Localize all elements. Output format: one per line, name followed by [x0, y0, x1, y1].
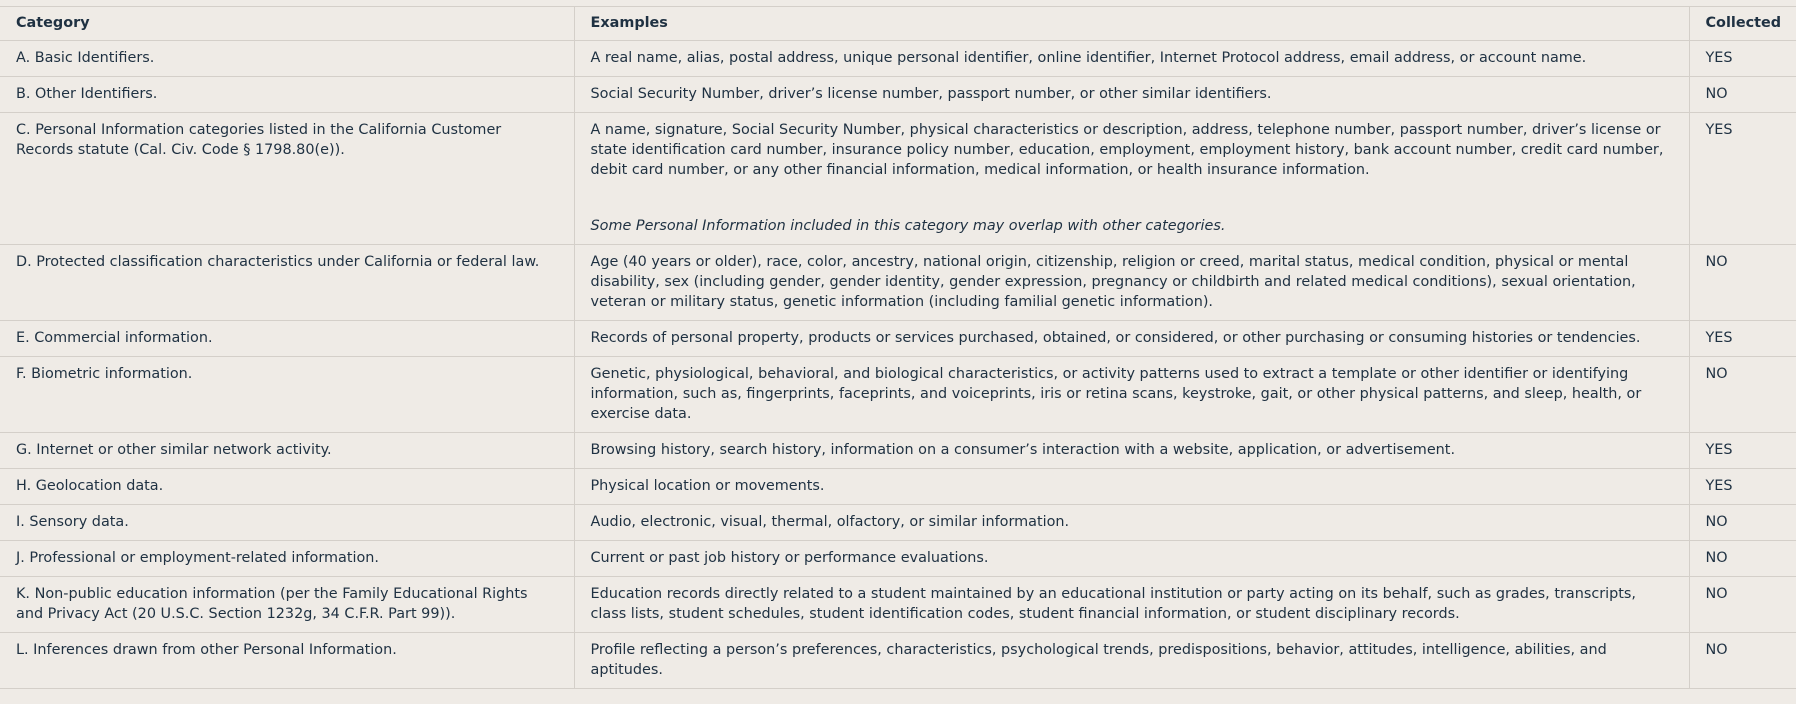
- table-header: [0, 7, 1796, 41]
- collected-cell: NO: [1689, 541, 1796, 577]
- collected-cell: NO: [1689, 577, 1796, 633]
- collected-cell: NO: [1689, 505, 1796, 541]
- category-cell: G. Internet or other similar network activity.: [0, 433, 574, 469]
- category-cell: K. Non-public education information (per the Family Educational Rights and Privacy Act (20 U.S.C. Section 1232g, 34 C.F.R. Part 99)).: [0, 577, 574, 633]
- table-row: [0, 577, 1796, 633]
- collected-cell: NO: [1689, 633, 1796, 689]
- examples-cell: Current or past job history or performance evaluations.: [574, 541, 1689, 577]
- category-cell: B. Other Identifiers.: [0, 77, 574, 113]
- category-cell: J. Professional or employment-related information.: [0, 541, 574, 577]
- collected-cell: NO: [1689, 77, 1796, 113]
- category-cell: F. Biometric information.: [0, 357, 574, 433]
- category-cell: L. Inferences drawn from other Personal Information.: [0, 633, 574, 689]
- collected-cell: YES: [1689, 469, 1796, 505]
- collected-cell: NO: [1689, 245, 1796, 321]
- category-cell: C. Personal Information categories listed in the California Customer Records statute (Cal. Civ. Code § 1798.80(e)).: [0, 113, 574, 245]
- table-row: [0, 321, 1796, 357]
- examples-text: A name, signature, Social Security Number, physical characteristics or description, address, telephone number, passport number, driver’s license or state identification card number, insurance policy number, education, employment, employment history, bank account number, credit card number, debit card number, or any other financial information, medical information, or health insurance information.: [590, 122, 1664, 178]
- table-row: [0, 245, 1796, 321]
- table-row: [0, 633, 1796, 689]
- collected-cell: YES: [1689, 41, 1796, 77]
- collected-cell: YES: [1689, 433, 1796, 469]
- category-cell: D. Protected classification characteristics under California or federal law.: [0, 245, 574, 321]
- category-cell: A. Basic Identifiers.: [0, 41, 574, 77]
- table-body: [0, 41, 1796, 689]
- collected-cell: NO: [1689, 357, 1796, 433]
- examples-cell: Audio, electronic, visual, thermal, olfactory, or similar information.: [574, 505, 1689, 541]
- table-row: [0, 357, 1796, 433]
- table-row: [0, 541, 1796, 577]
- personal-information-table: [0, 6, 1796, 689]
- examples-cell: Education records directly related to a student maintained by an educational institution or party acting on its behalf, such as grades, transcripts, class lists, student schedules, student identification codes, student financial information, or student disciplinary records.: [574, 577, 1689, 633]
- collected-cell: YES: [1689, 113, 1796, 245]
- overlap-note: Some Personal Information included in this category may overlap with other categories.: [590, 218, 1226, 234]
- examples-cell: Age (40 years or older), race, color, ancestry, national origin, citizenship, religion or creed, marital status, medical condition, physical or mental disability, sex (including gender, gender identity, gender expression, pregnancy or childbirth and related medical conditions), sexual orientation, veteran or military status, genetic information (including familial genetic information).: [574, 245, 1689, 321]
- header-examples: Examples: [574, 7, 1689, 41]
- table-row: [0, 505, 1796, 541]
- category-cell: H. Geolocation data.: [0, 469, 574, 505]
- collected-cell: YES: [1689, 321, 1796, 357]
- examples-cell: Genetic, physiological, behavioral, and biological characteristics, or activity patterns used to extract a template or other identifier or identifying information, such as, fingerprints, faceprints, and voiceprints, iris or retina scans, keystroke, gait, or other physical patterns, and sleep, health, or exercise data.: [574, 357, 1689, 433]
- category-cell: I. Sensory data.: [0, 505, 574, 541]
- examples-cell: Social Security Number, driver’s license number, passport number, or other similar identifiers.: [574, 77, 1689, 113]
- examples-cell: [574, 113, 1689, 245]
- header-category: Category: [0, 7, 574, 41]
- table-row: [0, 433, 1796, 469]
- examples-cell: Records of personal property, products or services purchased, obtained, or considered, or other purchasing or consuming histories or tendencies.: [574, 321, 1689, 357]
- category-cell: E. Commercial information.: [0, 321, 574, 357]
- header-collected: Collected: [1689, 7, 1796, 41]
- table-row: [0, 41, 1796, 77]
- table-row: [0, 77, 1796, 113]
- examples-cell: A real name, alias, postal address, unique personal identifier, online identifier, Internet Protocol address, email address, or account name.: [574, 41, 1689, 77]
- table-row: [0, 113, 1796, 245]
- table-row: [0, 469, 1796, 505]
- examples-cell: Physical location or movements.: [574, 469, 1689, 505]
- examples-cell: Browsing history, search history, information on a consumer’s interaction with a website, application, or advertisement.: [574, 433, 1689, 469]
- header-row: [0, 7, 1796, 41]
- examples-cell: Profile reflecting a person’s preferences, characteristics, psychological trends, predispositions, behavior, attitudes, intelligence, abilities, and aptitudes.: [574, 633, 1689, 689]
